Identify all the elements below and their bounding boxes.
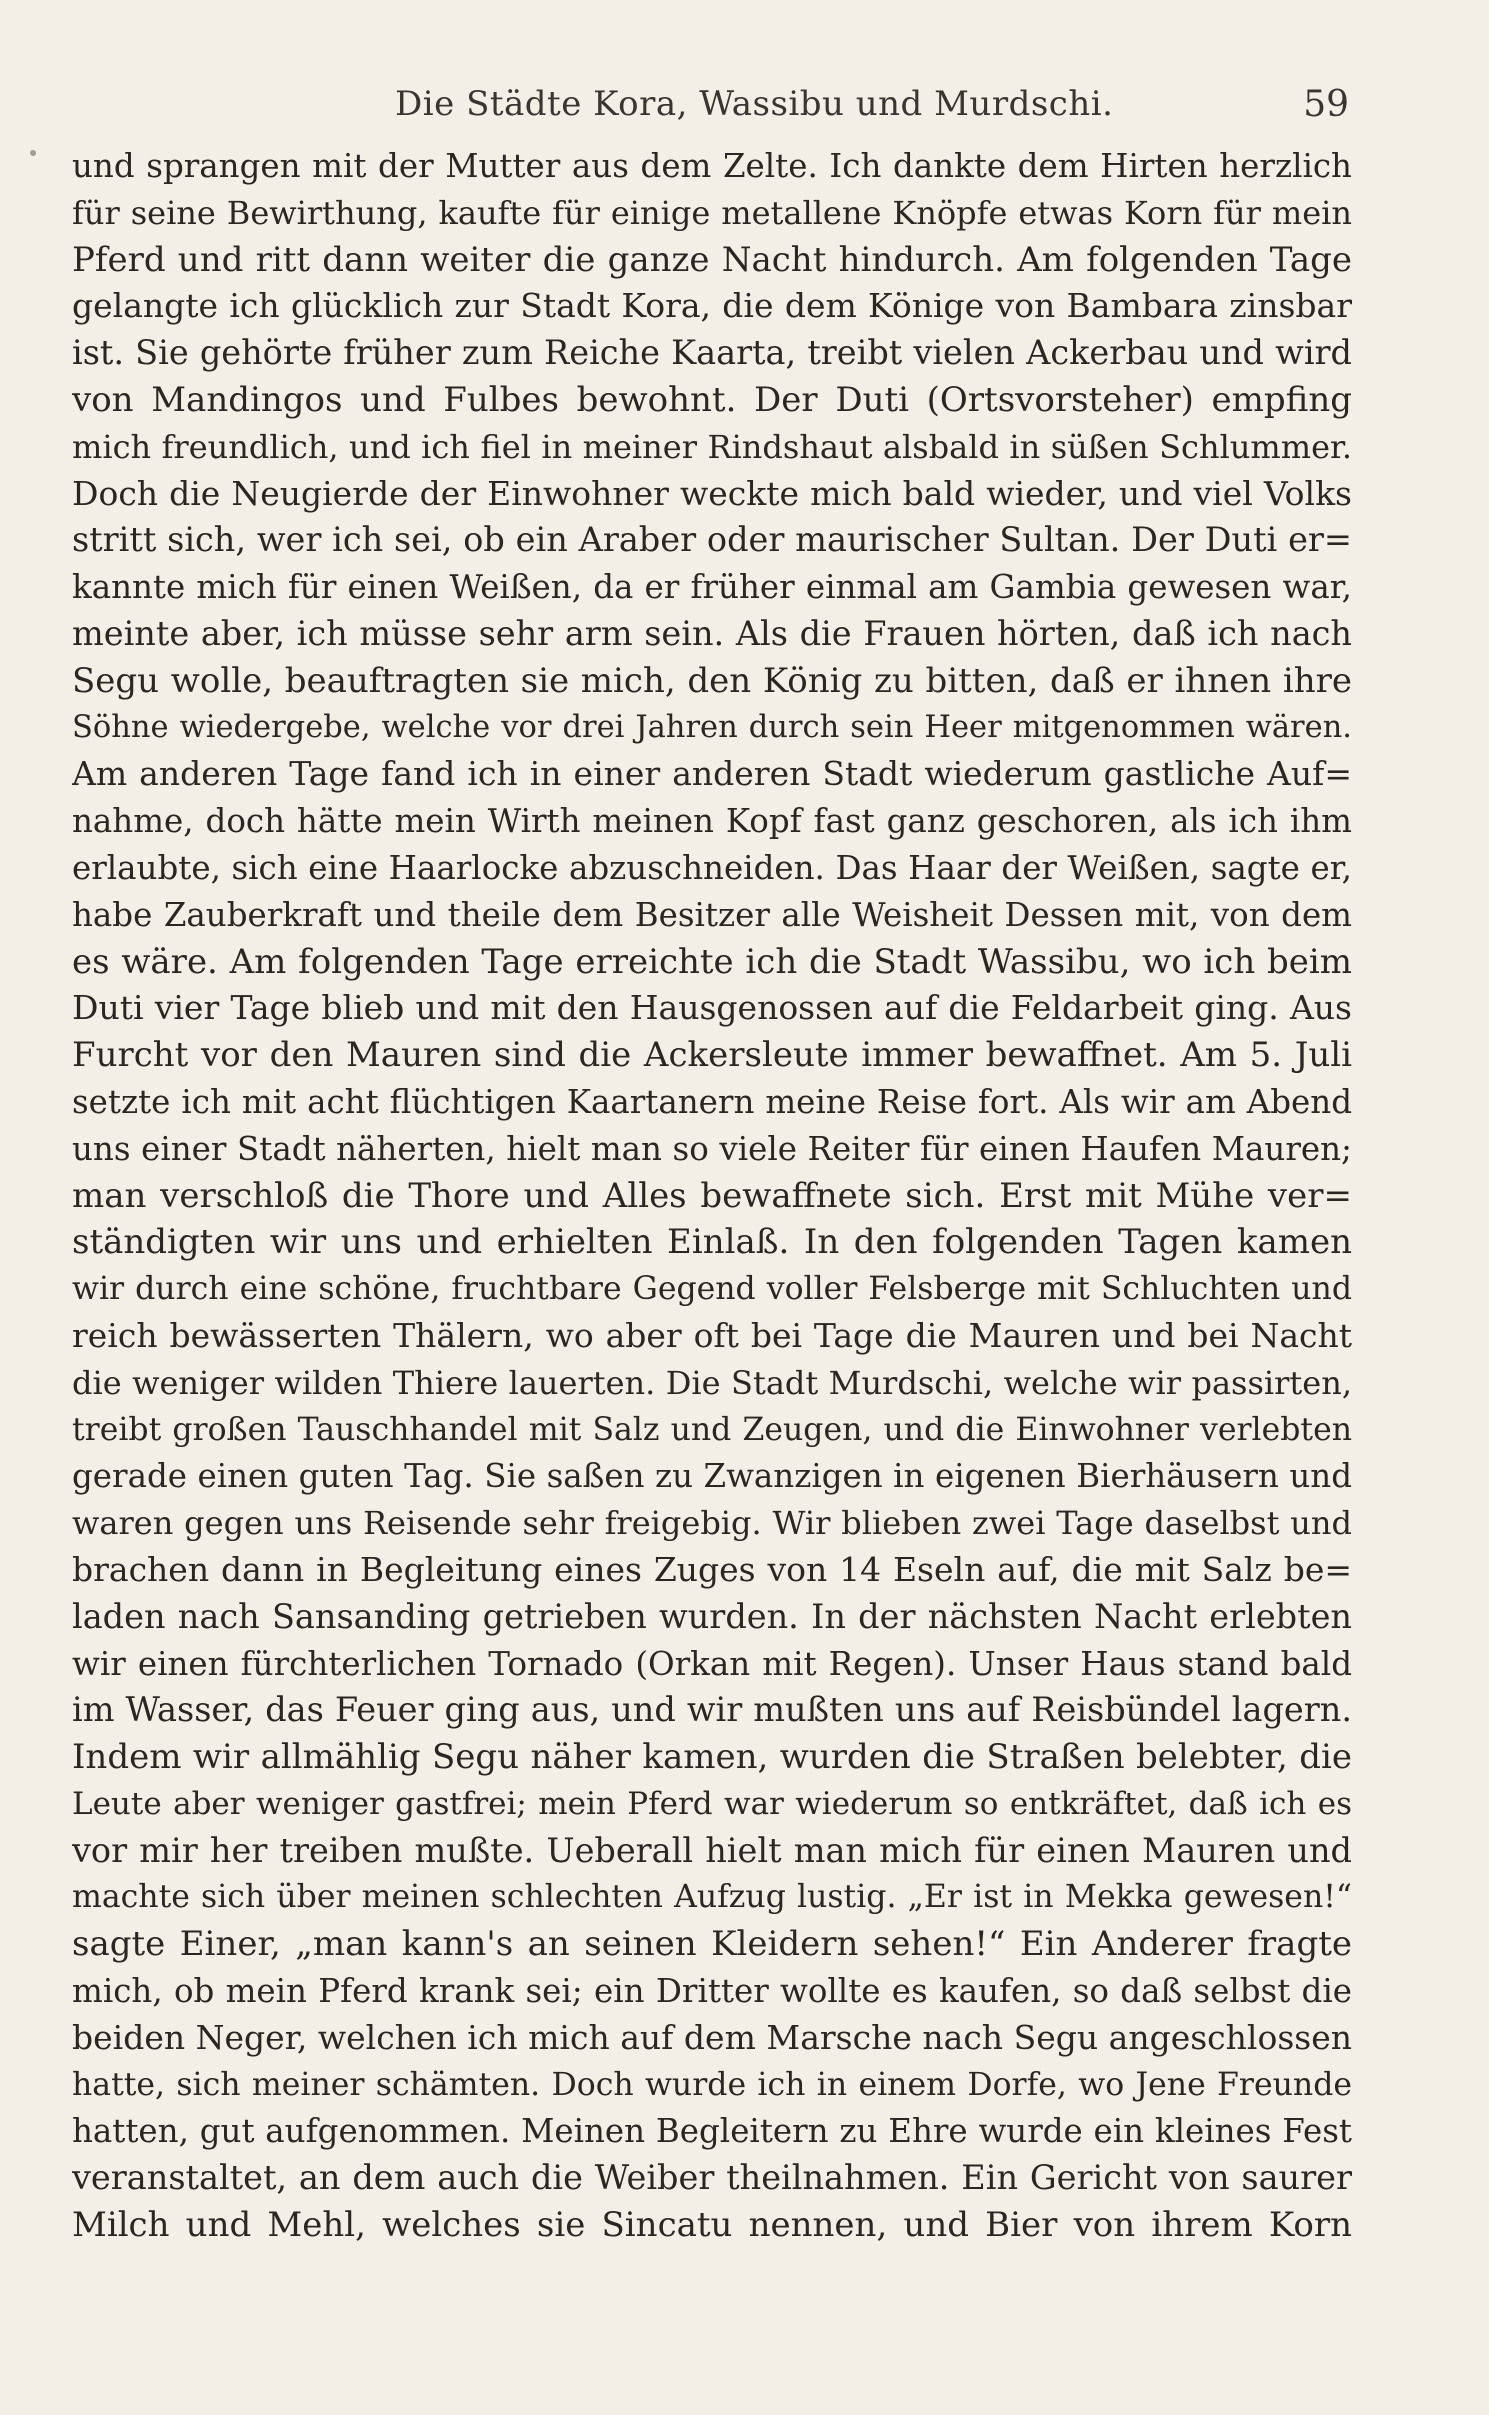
- text-line: treibt großen Tauschhandel mit Salz und Zeugen, und die Einwohner verlebten: [72, 1411, 1352, 1448]
- text-line: die weniger wilden Thiere lauerten. Die Stadt Murdschi, welche wir passirten,: [72, 1363, 1352, 1402]
- text-line: machte sich über meinen schlechten Aufzug lustig. „Er ist in Mekka gewesen!“: [72, 1879, 1352, 1916]
- text-line: Milch und Mehl, welches sie Sincatu nennen, und Bier von ihrem Korn: [72, 2205, 1352, 2246]
- page-number: 59: [1303, 84, 1349, 125]
- text-line: vor mir her treiben mußte. Ueberall hielt man mich für einen Mauren und: [72, 1830, 1352, 1870]
- text-line: von Mandingos und Fulbes bewohnt. Der Duti (Ortsvorsteher) empfing: [72, 379, 1352, 420]
- text-line: nahme, doch hätte mein Wirth meinen Kopf fast ganz geschoren, als ich ihm: [72, 802, 1352, 841]
- text-line: veranstaltet, an dem auch die Weiber theilnahmen. Ein Gericht von saurer: [72, 2158, 1352, 2198]
- text-line: Am anderen Tage fand ich in einer anderen Stadt wiederum gastliche Auf=: [72, 754, 1352, 794]
- text-line: ständigten wir uns und erhielten Einlaß. In den folgenden Tagen kamen: [72, 1222, 1352, 1263]
- text-line: kannte mich für einen Weißen, da er früher einmal am Gambia gewesen war,: [72, 568, 1352, 607]
- text-line: ist. Sie gehörte früher zum Reiche Kaarta, treibt vielen Ackerbau und wird: [72, 333, 1352, 373]
- text-line: Segu wolle, beauftragten sie mich, den König zu bitten, daß er ihnen ihre: [72, 660, 1352, 701]
- text-line: habe Zauberkraft und theile dem Besitzer alle Weisheit Dessen mit, von dem: [72, 895, 1352, 934]
- text-line: beiden Neger, welchen ich mich auf dem Marsche nach Segu angeschlossen: [72, 2017, 1352, 2057]
- text-line: Söhne wiedergebe, welche vor drei Jahren durch sein Heer mitgenommen wären.: [72, 709, 1352, 745]
- text-line: gelangte ich glücklich zur Stadt Kora, die dem Könige von Bambara zinsbar: [72, 286, 1352, 326]
- text-line: Duti vier Tage blieb und mit den Hausgenossen auf die Feldarbeit ging. Aus: [72, 988, 1352, 1028]
- ink-speck: [30, 150, 36, 156]
- text-line: mich, ob mein Pferd krank sei; ein Dritter wollte es kaufen, so daß selbst die: [72, 1972, 1352, 2011]
- text-line: Indem wir allmählig Segu näher kamen, wurden die Straßen belebter, die: [72, 1737, 1352, 1778]
- text-line: man verschloß die Thore und Alles bewaffnete sich. Erst mit Mühe ver=: [72, 1175, 1352, 1216]
- text-line: Pferd und ritt dann weiter die ganze Nacht hindurch. Am folgenden Tage: [72, 239, 1352, 280]
- text-line: hatten, gut aufgenommen. Meinen Begleitern zu Ehre wurde ein kleines Fest: [72, 2112, 1352, 2151]
- text-line: im Wasser, das Feuer ging aus, und wir mußten uns auf Reisbündel lagern.: [72, 1690, 1352, 1730]
- text-line: für seine Bewirthung, kaufte für einige metallene Knöpfe etwas Korn für mein: [72, 193, 1352, 232]
- text-line: setzte ich mit acht flüchtigen Kaartanern meine Reise fort. Als wir am Abend: [72, 1082, 1352, 1121]
- text-line: erlaubte, sich eine Haarlocke abzuschneiden. Das Haar der Weißen, sagte er,: [72, 848, 1352, 887]
- text-line: es wäre. Am folgenden Tage erreichte ich die Stadt Wassibu, wo ich beim: [72, 941, 1352, 982]
- text-line: uns einer Stadt näherten, hielt man so viele Reiter für einen Haufen Mauren;: [72, 1129, 1352, 1168]
- text-line: Furcht vor den Mauren sind die Ackersleute immer bewaffnet. Am 5. Juli: [72, 1035, 1352, 1076]
- text-line: und sprangen mit der Mutter aus dem Zelte. Ich dankte dem Hirten herzlich: [72, 147, 1352, 185]
- text-line: mich freundlich, und ich fiel in meiner Rindshaut alsbald in süßen Schlummer.: [72, 427, 1352, 466]
- text-line: Doch die Neugierde der Einwohner weckte mich bald wieder, und viel Volks: [72, 473, 1352, 513]
- text-line: sagte Einer, „man kann's an seinen Kleidern sehen!“ Ein Anderer fragte: [72, 1924, 1352, 1965]
- text-line: hatte, sich meiner schämten. Doch wurde ich in einem Dorfe, wo Jene Freunde: [72, 2066, 1352, 2103]
- text-line: brachen dann in Begleitung eines Zuges von 14 Eseln auf, die mit Salz be=: [72, 1549, 1352, 1589]
- text-line: waren gegen uns Reisende sehr freigebig. Wir blieben zwei Tage daselbst und: [72, 1504, 1352, 1543]
- text-line: meinte aber, ich müsse sehr arm sein. Als die Frauen hörten, daß ich nach: [72, 613, 1352, 653]
- page-header: [0, 84, 1489, 134]
- text-line: wir einen fürchterlichen Tornado (Orkan mit Regen). Unser Haus stand bald: [72, 1644, 1352, 1683]
- body-text: [72, 143, 1352, 2249]
- text-line: wir durch eine schöne, fruchtbare Gegend voller Felsberge mit Schluchten und: [72, 1271, 1352, 1308]
- text-line: laden nach Sansanding getrieben wurden. In der nächsten Nacht erlebten: [72, 1596, 1352, 1636]
- text-line: stritt sich, wer ich sei, ob ein Araber oder maurischer Sultan. Der Duti er=: [72, 520, 1352, 560]
- text-line: reich bewässerten Thälern, wo aber oft bei Tage die Mauren und bei Nacht: [72, 1315, 1352, 1355]
- running-head: Die Städte Kora, Wassibu und Murdschi.: [395, 84, 1114, 124]
- text-line: gerade einen guten Tag. Sie saßen zu Zwanzigen in eigenen Bierhäusern und: [72, 1457, 1352, 1496]
- text-line: Leute aber weniger gastfrei; mein Pferd war wiederum so entkräftet, daß ich es: [72, 1785, 1352, 1822]
